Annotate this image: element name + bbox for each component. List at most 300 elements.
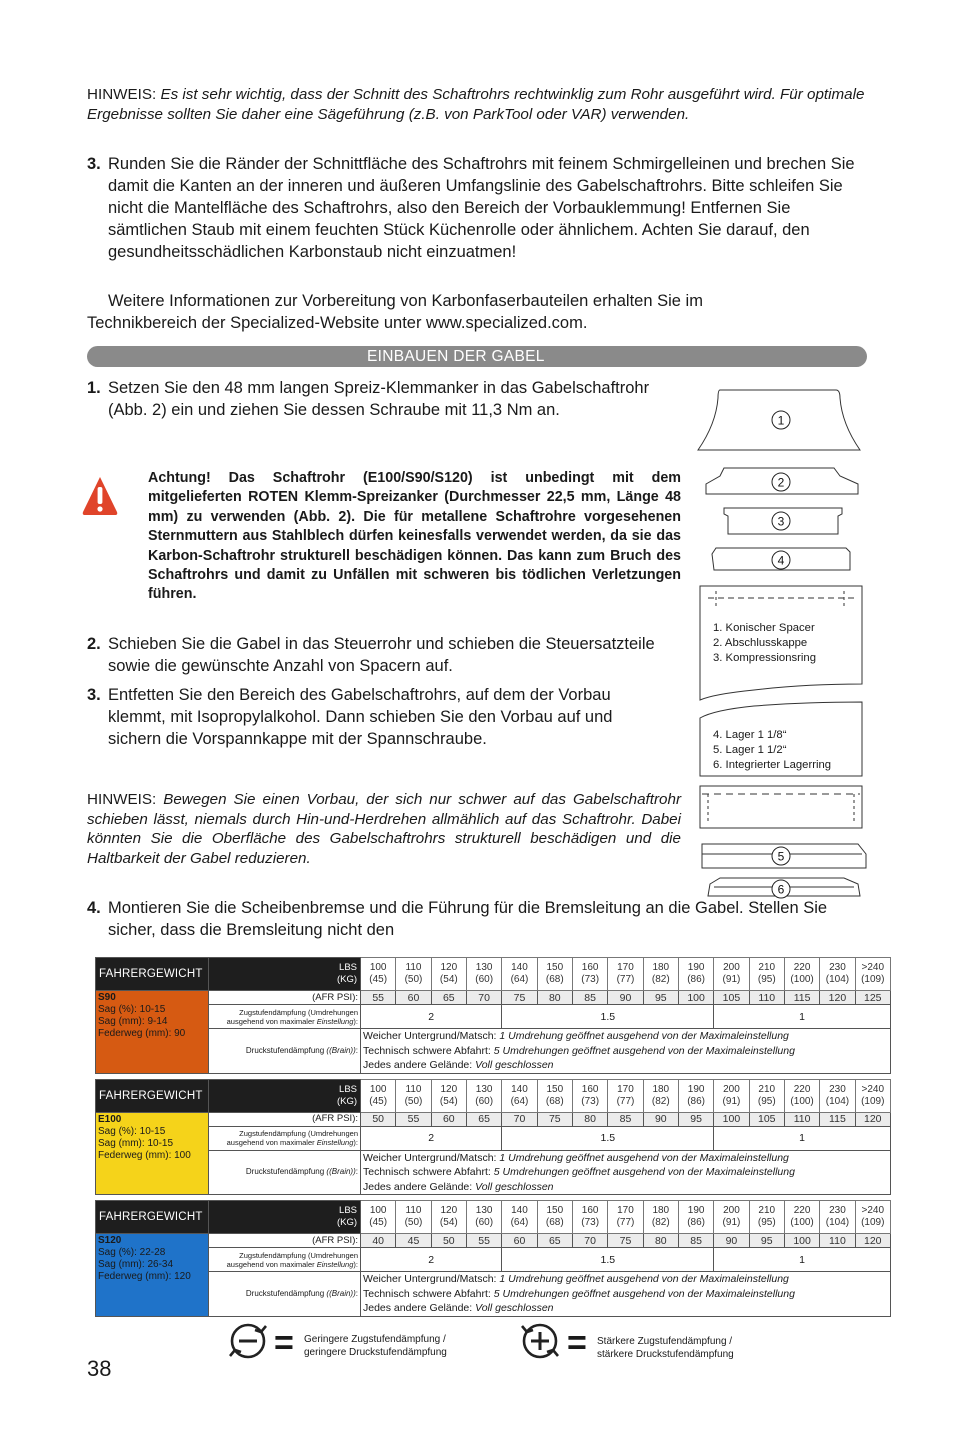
- psi-row: [96, 1112, 891, 1126]
- weight-kg: (104): [825, 974, 850, 985]
- weight-kg: (109): [861, 974, 885, 985]
- weight-kg: (100): [790, 1217, 814, 1228]
- weight-lbs: 180: [652, 962, 670, 973]
- weight-cell: [749, 1201, 784, 1234]
- weight-kg: (95): [757, 1095, 776, 1107]
- psi-value: 120: [820, 991, 855, 1005]
- compression-label: Druckstufendämpfung ((Brain)):: [209, 1150, 361, 1195]
- rebound-label-line: Zugstufendämpfung (Umdrehungen: [239, 1250, 358, 1260]
- weight-kg: (82): [651, 974, 670, 985]
- psi-value: 100: [678, 991, 713, 1005]
- sag-percent: Sag (%): 22-28: [98, 1247, 166, 1258]
- compression-line: [363, 1180, 890, 1195]
- weight-kg: (50): [404, 1217, 423, 1228]
- weight-lbs: 180: [652, 1205, 670, 1216]
- psi-value: 60: [396, 991, 431, 1005]
- diagram-caption-b: [713, 728, 831, 773]
- weight-cell: [537, 958, 572, 991]
- note-mid: [87, 790, 681, 868]
- step-text: Runden Sie die Ränder der Schnittfläche des Schaftrohrs mit feinem Schmirgelleinen und brechen Sie damit die Kanten an der inneren und äußeren Umfangslinie des Gabelschaftrohrs. Bitte schleifen Sie nicht die Mantelfläche des Schaftrohrs, also den Bereich der Vorbauklemmung! Entfernen Sie sämtlichen Staub mit einem feuchten Stück Küchenrolle oder ähnlichem. Achten Sie darauf, den gesundheitsschädlichen Karbonstaub nicht einzuatmen!: [108, 155, 855, 261]
- weight-lbs: >240: [861, 1083, 885, 1095]
- weight-lbs: 210: [758, 962, 776, 973]
- diagram-caption-a: [713, 621, 816, 666]
- psi-value: 85: [608, 1112, 643, 1126]
- travel: Federweg (mm): 120: [98, 1271, 191, 1282]
- weight-cell: [502, 958, 537, 991]
- weight-lbs: 160: [581, 1205, 599, 1216]
- weight-lbs: 220: [793, 962, 811, 973]
- psi-value: 110: [749, 991, 784, 1005]
- psi-value: 60: [502, 1234, 537, 1248]
- terrain: Jedes andere Gelände:: [363, 1302, 476, 1314]
- psi-value: 50: [361, 1112, 396, 1126]
- psi-value: 45: [396, 1234, 431, 1248]
- compression-line: [363, 1272, 890, 1287]
- rebound-label-italic: Einstellung: [316, 1138, 354, 1147]
- psi-value: 70: [502, 1112, 537, 1126]
- psi-value: 70: [466, 991, 501, 1005]
- decrease-damping-icon: [226, 1318, 272, 1364]
- compression-label: Druckstufendämpfung ((Brain)):: [209, 1272, 361, 1317]
- sag-percent: Sag (%): 10-15: [98, 1125, 166, 1137]
- rebound-value: 2: [361, 1126, 502, 1150]
- weight-kg: (109): [861, 1095, 885, 1107]
- weight-kg: (45): [369, 974, 388, 985]
- weight-cell: [466, 958, 501, 991]
- psi-value: 55: [396, 1112, 431, 1126]
- psi-value: 95: [749, 1234, 784, 1248]
- compression-line: [363, 1165, 890, 1180]
- weight-lbs: 110: [405, 1083, 422, 1095]
- caption-line: 5. Lager 1 1/2“: [713, 744, 787, 756]
- weight-lbs: 160: [581, 962, 599, 973]
- rebound-row: [96, 1248, 891, 1272]
- diagram-number-2: 2: [777, 475, 785, 490]
- psi-value: 75: [608, 1234, 643, 1248]
- setting: 1 Umdrehung geöffnet ausgehend von der Maximaleinstellung: [499, 1030, 789, 1042]
- rebound-value: 2: [361, 1248, 502, 1272]
- psi-value: 65: [431, 991, 466, 1005]
- weight-cell: [855, 1079, 890, 1112]
- fork-table-0: [95, 957, 891, 1074]
- weight-kg: (104): [825, 1095, 850, 1107]
- weight-kg: (104): [825, 1217, 850, 1228]
- rebound-value: 1.5: [502, 1248, 714, 1272]
- travel: Federweg (mm): 100: [98, 1149, 191, 1161]
- weight-lbs: 230: [829, 1205, 846, 1216]
- weight-lbs: 130: [475, 1205, 493, 1216]
- weight-cell: [678, 1201, 713, 1234]
- weight-kg: (45): [369, 1217, 388, 1228]
- fork-name: S120: [98, 1235, 122, 1246]
- terrain: Weicher Untergrund/Matsch:: [363, 1030, 500, 1042]
- weight-kg: (45): [369, 1095, 388, 1107]
- weight-kg: (50): [404, 1095, 423, 1107]
- weight-kg: (82): [651, 1095, 670, 1107]
- psi-value: 90: [608, 991, 643, 1005]
- weight-kg: (54): [439, 1217, 458, 1228]
- rebound-label: Zugstufendämpfung (Umdrehungen ausgehend von maximaler Einstellung):: [209, 1248, 361, 1272]
- increase-damping-icon: [518, 1318, 564, 1364]
- weight-cell: [784, 958, 819, 991]
- more-info-line-1: Weitere Informationen zur Vorbereitung von Karbonfaserbauteilen erhalten Sie im: [108, 292, 703, 310]
- psi-value: 80: [537, 991, 572, 1005]
- weight-kg: (64): [510, 1217, 529, 1228]
- psi-value: 100: [714, 1112, 749, 1126]
- compression-label-text: Druckstufendämpfung: [245, 1045, 325, 1055]
- weight-kg: (64): [510, 1095, 529, 1107]
- compression-description: [361, 1150, 891, 1195]
- legend-line: geringere Druckstufendämpfung: [304, 1346, 447, 1358]
- step-3: [87, 684, 647, 750]
- weight-cell: [784, 1201, 819, 1234]
- weight-lbs: 110: [405, 1205, 422, 1216]
- diagram-number-3: 3: [777, 514, 785, 529]
- step-number: 3.: [87, 686, 101, 704]
- more-info-line-2: Technikbereich der Specialized-Website unter www.specialized.com.: [87, 314, 588, 332]
- page-number: 38: [87, 1356, 112, 1381]
- weight-kg: (68): [545, 974, 564, 985]
- diagram-number-5: 5: [777, 849, 785, 864]
- step-number: 2.: [87, 635, 101, 653]
- weight-lbs: 190: [687, 1205, 705, 1216]
- rebound-label-line: ausgehend von maximaler: [226, 1016, 315, 1026]
- compression-row: [96, 1029, 891, 1074]
- terrain: Jedes andere Gelände:: [363, 1180, 476, 1193]
- setting: Voll geschlossen: [475, 1180, 554, 1193]
- fork-settings-table: [95, 957, 890, 1317]
- weight-lbs: 210: [758, 1083, 776, 1095]
- weight-lbs: 230: [829, 1083, 846, 1095]
- weight-lbs: 130: [475, 1083, 493, 1095]
- psi-value: 55: [466, 1234, 501, 1248]
- brain-label: (Brain): [329, 1288, 354, 1298]
- compression-label-text: Druckstufendämpfung: [245, 1288, 325, 1298]
- weight-cell: [608, 1079, 643, 1112]
- sag-mm: Sag (mm): 10-15: [98, 1137, 174, 1149]
- psi-value: 115: [784, 991, 819, 1005]
- weight-lbs: 160: [581, 1083, 599, 1095]
- rebound-label: Zugstufendämpfung (Umdrehungen ausgehend von maximaler Einstellung):: [209, 1005, 361, 1029]
- weight-cell: [678, 1079, 713, 1112]
- weight-lbs: 150: [546, 1083, 564, 1095]
- psi-row: [96, 991, 891, 1005]
- header-label: FAHRERGEWICHT: [96, 958, 209, 991]
- terrain: Technisch schwere Abfahrt:: [363, 1044, 494, 1057]
- lbs-kg-label: [209, 1079, 361, 1112]
- setting: 1 Umdrehung geöffnet ausgehend von der Maximaleinstellung: [499, 1151, 789, 1164]
- setting: 5 Umdrehungen geöffnet ausgehend von der Maximaleinstellung: [493, 1044, 795, 1057]
- psi-label: (AFR PSI):: [209, 991, 361, 1005]
- weight-kg: (77): [616, 974, 635, 985]
- weight-kg: (86): [687, 1095, 706, 1107]
- weight-lbs: 200: [723, 1083, 740, 1095]
- weight-cell: [784, 1079, 819, 1112]
- caption-line: 4. Lager 1 1/8“: [713, 729, 787, 741]
- kg-label: (KG): [336, 974, 357, 985]
- warning-text: Achtung! Das Schaftrohr (E100/S90/S120) ist unbedingt mit dem mitgelieferten ROTEN Klemm-Spreizanker (Durchmesser 22,5 mm, Länge 48 mm) zu verwenden (Abb. 2). Die für metallene Schaftrohre vorgesehenen Sternmuttern aus Stahlblech dürfen keinesfalls verwendet werden, da sie das Karbon-Schaftrohr strukturell beschädigen können. Das kann zum Bruch des Schaftrohrs und damit zu Unfällen mit schweren bis tödlichen Verletzungen führen.: [148, 470, 681, 603]
- weight-cell: [820, 1079, 855, 1112]
- rebound-value: 1.5: [502, 1005, 714, 1029]
- weight-lbs: 120: [440, 1083, 458, 1095]
- terrain: Weicher Untergrund/Matsch:: [363, 1273, 500, 1285]
- weight-lbs: 140: [511, 1205, 528, 1216]
- weight-cell: [361, 958, 396, 991]
- weight-cell: [502, 1201, 537, 1234]
- weight-header-row: [96, 958, 891, 991]
- weight-lbs: 190: [687, 962, 705, 973]
- note-label: HINWEIS:: [87, 791, 157, 808]
- fork-spec: [96, 991, 209, 1074]
- weight-cell: [714, 958, 749, 991]
- psi-value: 55: [361, 991, 396, 1005]
- psi-value: 125: [855, 991, 890, 1005]
- weight-kg: (95): [757, 974, 776, 985]
- psi-value: 60: [431, 1112, 466, 1126]
- setting: Voll geschlossen: [475, 1302, 554, 1314]
- weight-kg: (64): [510, 974, 529, 985]
- step-2: [87, 633, 677, 677]
- weight-kg: (73): [581, 1095, 600, 1107]
- weight-cell: [466, 1079, 501, 1112]
- weight-cell: [608, 958, 643, 991]
- psi-value: 80: [572, 1112, 607, 1126]
- psi-value: 95: [678, 1112, 713, 1126]
- note-label: HINWEIS:: [87, 86, 157, 103]
- psi-value: 50: [431, 1234, 466, 1248]
- caption-line: 6. Integrierter Lagerring: [713, 759, 832, 771]
- weight-cell: [572, 1201, 607, 1234]
- weight-cell: [431, 1079, 466, 1112]
- psi-value: 40: [361, 1234, 396, 1248]
- caption-line: 2. Abschlusskappe: [713, 637, 808, 649]
- rebound-label-line: Zugstufendämpfung (Umdrehungen: [239, 1129, 358, 1138]
- psi-value: 120: [855, 1234, 890, 1248]
- psi-value: 110: [784, 1112, 819, 1126]
- compression-line: [363, 1301, 890, 1316]
- setting: 5 Umdrehungen geöffnet ausgehend von der Maximaleinstellung: [493, 1166, 795, 1178]
- weight-lbs: 190: [687, 1083, 705, 1095]
- weight-cell: [466, 1201, 501, 1234]
- psi-value: 65: [466, 1112, 501, 1126]
- caption-line: 1. Konischer Spacer: [713, 622, 815, 634]
- weight-lbs: >240: [861, 962, 885, 973]
- psi-row: [96, 1234, 891, 1248]
- weight-cell: [749, 1079, 784, 1112]
- weight-kg: (100): [790, 974, 814, 985]
- rebound-value: 2: [361, 1005, 502, 1029]
- equals-sign: =: [274, 1324, 294, 1362]
- step-text: Entfetten Sie den Bereich des Gabelschaftrohrs, auf dem der Vorbau klemmt, mit Isopropylalkohol. Dann schieben Sie den Vorbau auf und sichern die Vorspannkappe mit der Spannschraube.: [108, 686, 613, 748]
- step-1: [87, 377, 657, 421]
- weight-cell: [820, 958, 855, 991]
- terrain: Technisch schwere Abfahrt:: [363, 1287, 494, 1300]
- weight-cell: [361, 1201, 396, 1234]
- diagram-number-4: 4: [777, 553, 785, 568]
- legend-line: Geringere Zugstufendämpfung /: [304, 1334, 446, 1345]
- weight-cell: [855, 958, 890, 991]
- rebound-label: Zugstufendämpfung (Umdrehungen ausgehend von maximaler Einstellung):: [209, 1126, 361, 1150]
- weight-kg: (91): [722, 1095, 741, 1107]
- weight-kg: (91): [722, 974, 741, 985]
- weight-cell: [572, 1079, 607, 1112]
- rebound-row: [96, 1126, 891, 1150]
- rebound-label-italic: Einstellung: [316, 1016, 354, 1026]
- note-top: [87, 85, 869, 124]
- weight-lbs: 110: [405, 962, 422, 973]
- weight-kg: (60): [475, 1095, 494, 1107]
- weight-lbs: 220: [793, 1205, 811, 1216]
- fork-table-1: [95, 1079, 891, 1196]
- psi-value: 90: [643, 1112, 678, 1126]
- psi-value: 65: [537, 1234, 572, 1248]
- compression-line: [363, 1029, 890, 1044]
- weight-lbs: 150: [546, 1205, 564, 1216]
- psi-value: 70: [572, 1234, 607, 1248]
- rebound-label-italic: Einstellung: [316, 1259, 354, 1269]
- setting: 5 Umdrehungen geöffnet ausgehend von der Maximaleinstellung: [493, 1287, 795, 1300]
- weight-kg: (60): [475, 974, 494, 985]
- terrain: Weicher Untergrund/Matsch:: [363, 1151, 500, 1164]
- note-text: Es ist sehr wichtig, dass der Schnitt des Schaftrohrs rechtwinklig zum Rohr ausgeführt wird. Für optimale Ergebnisse sollten Sie daher eine Sägeführung (z.B. von ParkTool oder VAR) verwenden.: [87, 86, 865, 123]
- weight-lbs: 120: [440, 962, 458, 973]
- weight-lbs: 220: [793, 1083, 811, 1095]
- step-number: 3.: [87, 155, 101, 173]
- psi-label: (AFR PSI):: [209, 1112, 361, 1126]
- weight-cell: [749, 958, 784, 991]
- weight-cell: [537, 1079, 572, 1112]
- warning-icon: [80, 474, 120, 518]
- fork-table-2: [95, 1200, 891, 1317]
- weight-lbs: 100: [369, 962, 387, 973]
- lbs-label: LBS: [339, 1205, 357, 1216]
- weight-kg: (109): [861, 1217, 885, 1228]
- setting: Voll geschlossen: [475, 1059, 554, 1071]
- weight-cell: [714, 1201, 749, 1234]
- psi-value: 120: [855, 1112, 890, 1126]
- travel: Federweg (mm): 90: [98, 1028, 186, 1039]
- weight-cell: [537, 1201, 572, 1234]
- compression-line: [363, 1287, 890, 1302]
- compression-description: [361, 1272, 891, 1317]
- weight-header-row: [96, 1201, 891, 1234]
- weight-kg: (86): [687, 1217, 706, 1228]
- compression-label: Druckstufendämpfung ((Brain)):: [209, 1029, 361, 1074]
- weight-kg: (82): [651, 1217, 670, 1228]
- terrain: Jedes andere Gelände:: [363, 1059, 476, 1071]
- header-label: FAHRERGEWICHT: [96, 1079, 209, 1112]
- setting: 1 Umdrehung geöffnet ausgehend von der Maximaleinstellung: [499, 1273, 789, 1285]
- weight-cell: [431, 1201, 466, 1234]
- weight-header-row: [96, 1079, 891, 1112]
- weight-lbs: 170: [617, 1205, 634, 1216]
- sag-mm: Sag (mm): 9-14: [98, 1016, 168, 1027]
- weight-lbs: 100: [369, 1205, 387, 1216]
- header-label: FAHRERGEWICHT: [96, 1201, 209, 1234]
- lbs-label: LBS: [339, 962, 357, 973]
- weight-kg: (77): [616, 1095, 635, 1107]
- psi-value: 95: [643, 991, 678, 1005]
- diagram-number-1: 1: [777, 413, 785, 428]
- equals-sign: =: [567, 1324, 587, 1362]
- step-number: 1.: [87, 379, 101, 397]
- rebound-value: 1.5: [502, 1126, 714, 1150]
- brain-label: (Brain): [329, 1167, 354, 1177]
- weight-lbs: 210: [758, 1205, 776, 1216]
- compression-line: [363, 1044, 890, 1059]
- weight-kg: (100): [790, 1095, 814, 1107]
- kg-label: (KG): [336, 1217, 357, 1228]
- psi-label: (AFR PSI):: [209, 1234, 361, 1248]
- psi-value: 105: [714, 991, 749, 1005]
- step-number: 4.: [87, 899, 101, 917]
- weight-cell: [643, 1201, 678, 1234]
- rebound-value: 1: [714, 1005, 891, 1029]
- lbs-kg-label: [209, 1201, 361, 1234]
- section-title: EINBAUEN DER GABEL: [87, 346, 867, 367]
- weight-lbs: 100: [369, 1083, 387, 1095]
- weight-cell: [714, 1079, 749, 1112]
- psi-value: 105: [749, 1112, 784, 1126]
- lbs-label: LBS: [339, 1083, 357, 1095]
- lbs-kg-label: [209, 958, 361, 991]
- weight-lbs: 170: [617, 962, 634, 973]
- weight-kg: (73): [581, 1217, 600, 1228]
- weight-lbs: 130: [475, 962, 493, 973]
- note-text: Bewegen Sie einen Vorbau, der sich nur schwer auf das Gabelschaftrohr schieben lässt, niemals durch Hin-und-Herdrehen allmählich auf das Schaftrohr. Dabei könnten Sie die Oberfläche des Gabelschaftrohrs strukturell beschädigen und die Haltbarkeit der Gabel reduzieren.: [87, 791, 681, 867]
- step-text: Schieben Sie die Gabel in das Steuerrohr und schieben die Steuersatzteile sowie die gewünschte Anzahl von Spacern auf.: [108, 635, 655, 675]
- brain-label: (Brain): [329, 1045, 354, 1055]
- kg-label: (KG): [336, 1095, 357, 1107]
- psi-value: 80: [643, 1234, 678, 1248]
- step-text: Setzen Sie den 48 mm langen Spreiz-Klemmanker in das Gabelschaftrohr (Abb. 2) ein und ziehen Sie dessen Schraube mit 11,3 Nm an.: [108, 379, 650, 419]
- weight-cell: [855, 1201, 890, 1234]
- weight-lbs: 120: [440, 1205, 458, 1216]
- weight-cell: [608, 1201, 643, 1234]
- weight-kg: (77): [616, 1217, 635, 1228]
- weight-kg: (68): [545, 1095, 564, 1107]
- weight-kg: (68): [545, 1217, 564, 1228]
- rebound-label-line: ausgehend von maximaler: [226, 1138, 315, 1147]
- weight-kg: (91): [722, 1217, 741, 1228]
- weight-cell: [396, 958, 431, 991]
- psi-value: 85: [572, 991, 607, 1005]
- weight-lbs: 140: [511, 1083, 528, 1095]
- rebound-label-line: ausgehend von maximaler: [226, 1259, 315, 1269]
- weight-lbs: 170: [617, 1083, 634, 1095]
- rebound-label-line: Zugstufendämpfung (Umdrehungen: [239, 1007, 358, 1017]
- psi-value: 115: [820, 1112, 855, 1126]
- weight-cell: [643, 958, 678, 991]
- weight-lbs: 150: [546, 962, 564, 973]
- sag-mm: Sag (mm): 26-34: [98, 1259, 174, 1270]
- compression-line: [363, 1151, 890, 1166]
- compression-row: [96, 1150, 891, 1195]
- fork-spec: [96, 1112, 209, 1195]
- rebound-row: [96, 1005, 891, 1029]
- fork-spec: [96, 1234, 209, 1317]
- fork-name: S90: [98, 992, 116, 1003]
- weight-kg: (50): [404, 974, 423, 985]
- psi-value: 75: [537, 1112, 572, 1126]
- weight-lbs: 180: [652, 1083, 670, 1095]
- legend-decrease: [304, 1334, 447, 1359]
- compression-row: [96, 1272, 891, 1317]
- weight-lbs: 200: [723, 1205, 740, 1216]
- sag-percent: Sag (%): 10-15: [98, 1004, 166, 1015]
- weight-cell: [820, 1201, 855, 1234]
- rebound-value: 1: [714, 1248, 891, 1272]
